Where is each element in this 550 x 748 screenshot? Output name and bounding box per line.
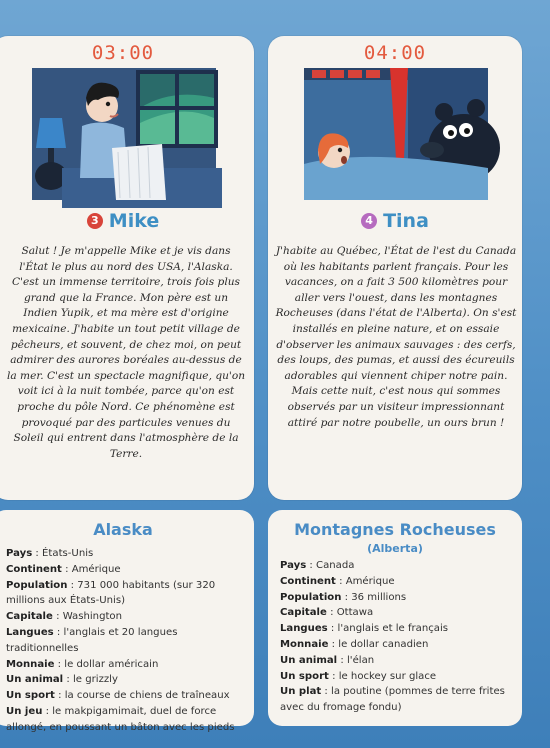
story-card-tina — [268, 36, 522, 500]
fact-item: Pays : États-Unis — [6, 548, 94, 559]
fact-label: Un plat — [280, 686, 322, 698]
fact-item: Un sport : le hockey sur glace — [280, 670, 437, 682]
fact-item: Continent : Amérique — [6, 563, 121, 575]
number-badge: 4 — [361, 213, 377, 229]
fact-item: Monnaie : le dollar canadien — [280, 638, 429, 650]
info-box-alaska — [0, 510, 254, 733]
info-title: Montagnes Rocheuses — [294, 520, 496, 539]
fact-label: Un sport — [280, 670, 329, 682]
fact-label: Pays — [6, 548, 33, 559]
fact-label: Capitale — [6, 611, 53, 623]
character-name-row — [0, 210, 254, 232]
fact-item: Un animal : le grizzly — [6, 674, 118, 686]
info-box-rocky-mountains — [268, 510, 522, 726]
fact-value: 36 millions — [351, 591, 407, 603]
fact-label: Un animal — [280, 654, 338, 666]
fact-item: Un jeu : le makpigamimait, duel de force allongé, en poussant un bâton avec les pieds — [6, 705, 235, 733]
fact-value: le grizzly — [72, 674, 118, 686]
character-name: Mike — [108, 210, 160, 232]
fact-item: Population : 731 000 habitants (sur 320 millions aux États-Unis) — [6, 579, 216, 607]
story-text: Salut ! Je m'appelle Mike et je vis dans l'État le plus au nord des USA, l'Alaska. C'est un immense territoire, trois fois plus grand que la France. Mon père est un Indien Yupik, et ma mère est d'origine mexicaine. J'habite un tout petit village de pêcheurs, et souvent, de chez moi, on peut admirer des aurores boréales au-dessus de la mer. C'est un spectacle magnifique, qu'on voit ici à la nuit tombée, parce qu'on est proche du pôle Nord. Ce phénomène est provoqué par des particules venues du Soleil qui entrent dans l'atmosphère de la Terre. — [6, 245, 246, 460]
fact-item: Un sport : la course de chiens de traîneaux — [6, 690, 230, 702]
fact-item: Un animal : l'élan — [280, 654, 375, 666]
fact-label: Monnaie — [280, 638, 329, 650]
story-text: J'habite au Québec, l'État de l'est du Canada où les habitants parlent français. Pour les vacances, on a fait 3 500 kilomètres pour aller vers l'ouest, dans les montagnes Rocheuses (dans l'état de l'Alberta). On s'est installés en pleine nature, et on essaie d'observer les animaux sauvages : des cerfs, des loups, des pumas, et aussi des écureuils adorables qui viennent chiper notre pain. Mais cette nuit, c'est nous qui sommes observés par un visiteur impressionnant attiré par notre poubelle, un ours brun ! — [275, 245, 517, 429]
fact-value: le makpigamimait, duel de force allongé, en poussant un bâton avec les pieds — [6, 705, 235, 733]
fact-label: Un animal — [6, 674, 64, 686]
fact-label: Population — [280, 591, 342, 603]
fact-item: Capitale : Washington — [6, 611, 123, 623]
fact-value: le dollar américain — [64, 658, 159, 670]
fact-value: l'anglais et le français — [337, 623, 449, 635]
fact-label: Monnaie — [6, 658, 55, 670]
fact-item: Capitale : Ottawa — [280, 607, 374, 619]
character-name-row — [268, 210, 522, 232]
time-label: 04:00 — [363, 42, 427, 64]
fact-label: Un sport — [6, 690, 55, 702]
fact-item: Langues : l'anglais et 20 langues traditionnelles — [6, 626, 178, 654]
fact-value: Washington — [62, 611, 123, 623]
fact-label: Capitale — [280, 607, 327, 619]
fact-value: Amérique — [71, 563, 121, 575]
fact-item: Pays : Canada — [280, 560, 355, 571]
fact-label: Population — [6, 579, 68, 591]
story-card-mike — [0, 36, 254, 500]
fact-label: Continent — [280, 575, 336, 587]
character-name: Tina — [383, 210, 429, 232]
fact-label: Langues — [280, 623, 328, 635]
info-subtitle: (Alberta) — [367, 542, 423, 555]
fact-value: États-Unis — [42, 548, 94, 559]
fact-value: l'élan — [346, 654, 375, 666]
fact-label: Continent — [6, 563, 62, 575]
fact-value: Ottawa — [336, 607, 374, 619]
fact-item: Monnaie : le dollar américain — [6, 658, 159, 670]
fact-item: Population : 36 millions — [280, 591, 407, 603]
fact-value: 731 000 habitants (sur 320 millions aux États-Unis) — [6, 579, 216, 607]
fact-value: le dollar canadien — [338, 638, 429, 650]
fact-value: Amérique — [345, 575, 395, 587]
number-badge: 3 — [87, 213, 103, 229]
fact-value: la poutine (pommes de terre frites avec du fromage fondu) — [280, 686, 505, 714]
fact-value: Canada — [316, 560, 355, 571]
fact-list — [6, 546, 248, 736]
fact-value: la course de chiens de traîneaux — [64, 690, 230, 702]
time-label: 03:00 — [91, 42, 155, 64]
fact-label: Un jeu — [6, 705, 43, 717]
fact-label: Langues — [6, 626, 54, 638]
info-title: Alaska — [93, 520, 153, 539]
fact-list — [280, 558, 516, 716]
girl-in-tent-bear-illustration — [304, 68, 488, 200]
fact-label: Pays — [280, 560, 307, 571]
fact-item: Langues : l'anglais et le français — [280, 623, 449, 635]
fact-item: Continent : Amérique — [280, 575, 395, 587]
fact-value: le hockey sur glace — [338, 670, 437, 682]
boy-in-bed-aurora-illustration — [32, 68, 216, 200]
fact-item: Un plat : la poutine (pommes de terre frites avec du fromage fondu) — [280, 686, 505, 714]
fact-value: l'anglais et 20 langues traditionnelles — [6, 626, 178, 654]
